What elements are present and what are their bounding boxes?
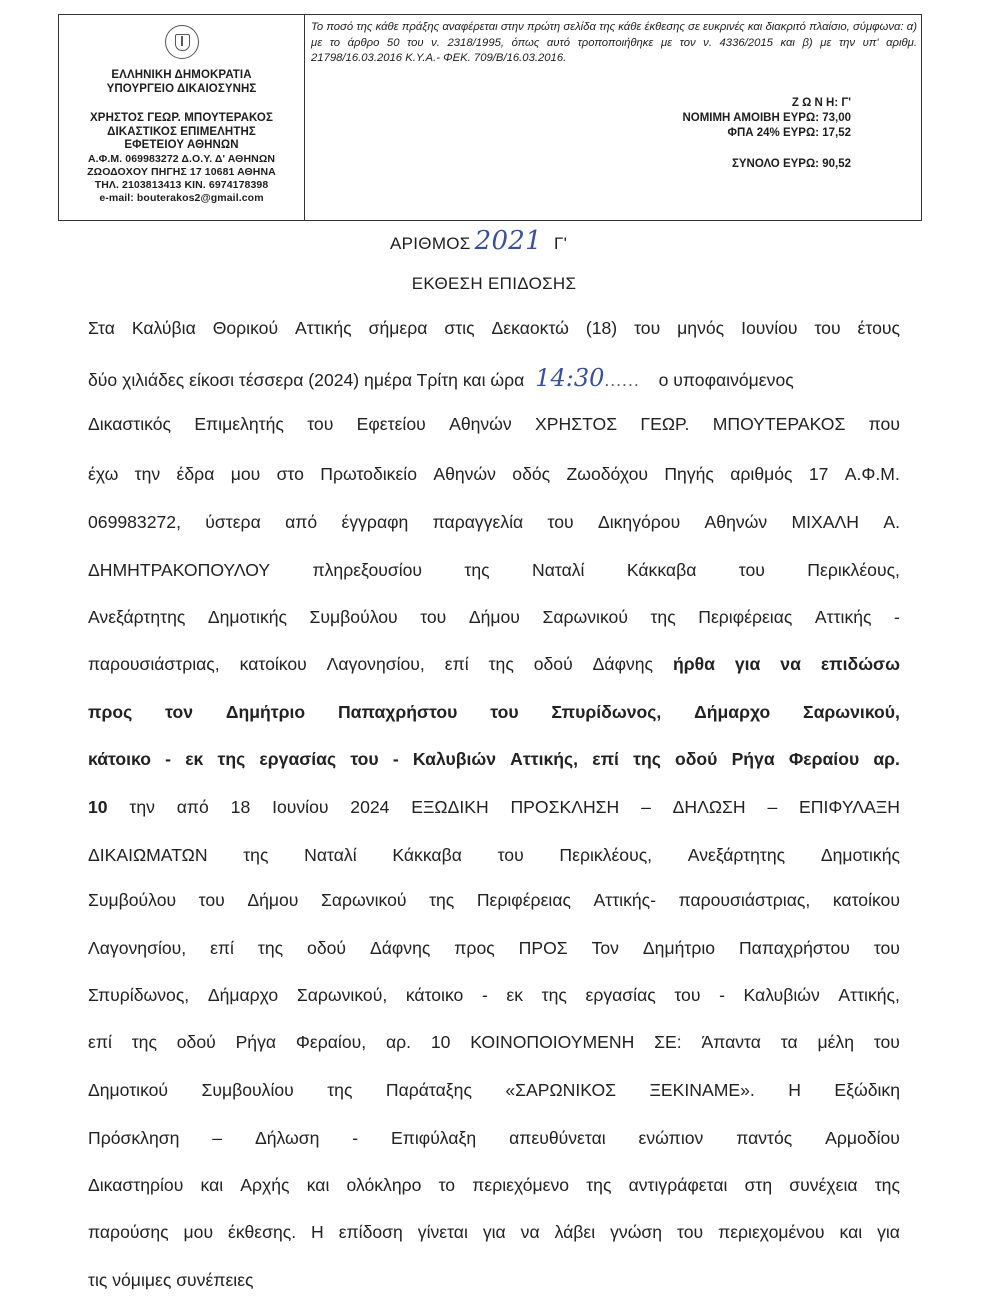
fee-zone: Ζ Ω Ν Η: Γ' (791, 97, 851, 109)
word: μου (230, 464, 261, 484)
word: Ιουνίου (272, 797, 329, 817)
word: γνώση (610, 1222, 663, 1242)
word: Δημοτικού (88, 1080, 169, 1100)
word: Λαγονησίου, (326, 654, 425, 674)
word: ήρθα (672, 654, 715, 674)
word: κατοίκου (239, 654, 307, 674)
word: του (814, 318, 841, 338)
word: την (129, 797, 155, 817)
word: 069983272, (88, 512, 181, 532)
word: της (488, 654, 514, 674)
word: από (176, 797, 209, 817)
word: μηνός (677, 318, 725, 338)
word: ΕΠΙΦΥΛΑΞΗ (799, 797, 900, 817)
word: εκ (506, 985, 524, 1005)
word: παρουσιάστριας, (88, 654, 220, 674)
handwritten-time: 14:30 (535, 364, 605, 392)
word: Στα (88, 318, 115, 338)
word: στις (444, 318, 475, 338)
word: να (520, 1222, 540, 1242)
word: 10 (430, 1032, 451, 1052)
word: αντιγράφεται (628, 1175, 728, 1195)
word: του (420, 607, 447, 627)
word: Κάκκαβα (626, 560, 697, 580)
word: επί (444, 654, 469, 674)
word: (18) (585, 318, 618, 338)
word: Δεκαοκτώ (491, 318, 569, 338)
word: επί (210, 938, 234, 958)
word: κάτοικο (88, 749, 152, 769)
word: ΜΠΟΥΤΕΡΑΚΟΣ (712, 414, 846, 434)
word: Δάφνης (592, 654, 654, 674)
body-line-11 (88, 797, 900, 818)
word: τα (780, 1032, 798, 1052)
body-line-2-text: δύο χιλιάδες είκοσι τέσσερα (2024) ημέρα Τρίτη και ώρα (88, 370, 525, 390)
word: – (641, 797, 651, 817)
word: Τον (591, 938, 619, 958)
word: παρούσης (88, 1222, 169, 1242)
word: ΞΕΚΙΝΑΜΕ». (649, 1080, 755, 1100)
word: συνέχεια (789, 1175, 858, 1195)
word: «ΣΑΡΩΝΙΚΟΣ (505, 1080, 617, 1100)
word: Επιμελητής (194, 414, 284, 434)
word: της (874, 1175, 900, 1195)
word: Ανεξάρτητης (88, 607, 186, 627)
word: ΕΞΩΔΙΚΗ (411, 797, 489, 817)
word: του (307, 414, 334, 434)
word: τον (165, 702, 193, 722)
word: ΚΟΙΝΟΠΟΙΟΥΜΕΝΗ (470, 1032, 635, 1052)
word: - (481, 985, 488, 1005)
word: εκ (185, 749, 204, 769)
body-line-5 (88, 512, 900, 533)
word: του (490, 702, 519, 722)
word: Παπαχρήστου (337, 702, 458, 722)
word: ΔΗΜΗΤΡΑΚΟΠΟΥΛΟΥ (88, 560, 271, 580)
word: Αθηνών (433, 464, 496, 484)
word: Περικλέους, (559, 845, 653, 865)
body-line-17 (88, 1080, 900, 1101)
word: Η (311, 1222, 324, 1242)
body-line-13 (88, 890, 900, 911)
body-line-12 (88, 845, 900, 866)
word: αριθμός (730, 464, 793, 484)
word: της (243, 845, 269, 865)
body-line-2 (88, 364, 900, 392)
ministry-name: ΥΠΟΥΡΓΕΙΟ ΔΙΚΑΙΟΣΥΝΗΣ (106, 82, 257, 95)
word: Φεραίου (788, 749, 860, 769)
word: Καλυβιών (412, 749, 496, 769)
word: - (719, 985, 725, 1005)
word: την (134, 464, 161, 484)
word: και (306, 1175, 330, 1195)
word: Η (788, 1080, 801, 1100)
word: κάτοικο (405, 985, 464, 1005)
word: Παπαχρήστου (738, 938, 850, 958)
word: ολόκληρο (346, 1175, 422, 1195)
word: για (482, 1222, 506, 1242)
word: Αττικής, (510, 749, 579, 769)
word: - (165, 749, 172, 769)
word: του (198, 890, 225, 910)
body-line-20 (88, 1222, 900, 1243)
word: έδρα (176, 464, 215, 484)
word: Σαρωνικού (321, 890, 407, 910)
fee-amount: ΝΟΜΙΜΗ ΑΜΟΙΒΗ ΕΥΡΩ: 73,00 (682, 112, 851, 124)
document-title: ΕΚΘΕΣΗ ΕΠΙΔΟΣΗΣ (411, 274, 577, 293)
word: του (677, 1222, 704, 1242)
word: Δήμου (247, 890, 299, 910)
word: ΔΗΛΩΣΗ (672, 797, 746, 817)
word: Ρήγα (731, 749, 775, 769)
word: Συμβούλου (88, 890, 177, 910)
body-line-21: τις νόμιμες συνέπειες (88, 1270, 254, 1290)
word: Δημοτικής (207, 607, 288, 627)
word: Εξώδικη (834, 1080, 900, 1100)
word: Θορικού (212, 318, 279, 338)
word: της (464, 560, 490, 580)
word: Σαρωνικού, (803, 702, 900, 722)
word: μου (183, 1222, 214, 1242)
word: Επιφύλαξη (391, 1128, 477, 1148)
word: πληρεξουσίου (312, 560, 423, 580)
bailiff-stamp (59, 15, 305, 220)
word: της (217, 749, 246, 769)
word: οδός (512, 464, 551, 484)
word: Καλύβια (131, 318, 196, 338)
body-line-14 (88, 938, 900, 959)
word: Αθηνών (704, 512, 768, 532)
word: οδού (176, 1032, 216, 1052)
word: της (131, 1032, 157, 1052)
word: Αρχής (240, 1175, 290, 1195)
word: Συμβούλου (309, 607, 398, 627)
word: του (873, 938, 900, 958)
word: του (497, 845, 524, 865)
word: Εφετείου (356, 414, 426, 434)
word: λάβει (554, 1222, 596, 1242)
word: στη (744, 1175, 773, 1195)
handwritten-number: 2021 (474, 226, 542, 256)
word: οδού (675, 749, 718, 769)
word: ΠΡΟΣΚΛΗΣΗ (510, 797, 620, 817)
word: για (734, 654, 761, 674)
word: του (873, 1032, 900, 1052)
word: προς (88, 702, 133, 722)
word: επί (88, 1032, 112, 1052)
fee-total: ΣΥΝΟΛΟ ΕΥΡΩ: 90,52 (731, 158, 851, 170)
bailiff-address: ΖΩΟΔΟΧΟΥ ΠΗΓΗΣ 17 10681 ΑΘΗΝΑ (87, 165, 276, 178)
word: εργασίας (585, 985, 656, 1005)
body-line-16 (88, 1032, 900, 1053)
word: Αθηνών (449, 414, 512, 434)
word: περιεχόμενο (472, 1175, 570, 1195)
word: γίνεται (417, 1222, 468, 1242)
word: Α. (883, 512, 900, 532)
word: Συμβουλίου (201, 1080, 294, 1100)
word: Αττικής (814, 607, 872, 627)
word: 17 (808, 464, 829, 484)
word: Αττικής- (593, 890, 657, 910)
document-number (390, 226, 567, 256)
fee-summary (682, 96, 851, 172)
word: Άπαντα (701, 1032, 761, 1052)
word: και (200, 1175, 224, 1195)
word: ύστερα (205, 512, 261, 532)
bailiff-title: ΔΙΚΑΣΤΙΚΟΣ ΕΠΙΜΕΛΗΤΗΣ (107, 125, 256, 138)
word: επίδοση (338, 1222, 403, 1242)
word: ΠΡΟΣ (518, 938, 568, 958)
word: ΔΙΚΑΙΩΜΑΤΩΝ (88, 845, 208, 865)
word: Δημήτριο (642, 938, 716, 958)
body-line-19 (88, 1175, 900, 1196)
word: Πρόσκληση (88, 1128, 180, 1148)
word: να (780, 654, 801, 674)
body-line-15 (88, 985, 900, 1006)
word: της (429, 890, 455, 910)
word: οδού (533, 654, 573, 674)
word: κατοίκου (832, 890, 900, 910)
word: Σπυρίδωνος, (551, 702, 662, 722)
state-name: ΕΛΛΗΝΙΚΗ ΔΗΜΟΚΡΑΤΙΑ (111, 69, 252, 81)
word: - (894, 607, 900, 627)
body-line-18 (88, 1128, 900, 1149)
word: αρ. (385, 1032, 412, 1052)
bailiff-tax-id: Α.Φ.Μ. 069983272 Δ.Ο.Υ. Δ' ΑΘΗΝΩΝ (87, 152, 276, 165)
word: Φεραίου, (295, 1032, 367, 1052)
fee-vat: ΦΠΑ 24% ΕΥΡΩ: 17,52 (727, 127, 851, 139)
word: Πρωτοδικείο (320, 464, 417, 484)
word: Α.Φ.Μ. (844, 464, 900, 484)
word: για (877, 1222, 900, 1242)
word: Ναταλί (532, 560, 585, 580)
word: επιδώσω (820, 654, 900, 674)
hellenic-coat-of-arms-icon (165, 25, 199, 59)
word: Αττικής (295, 318, 352, 338)
body-line-2-end: ο υποφαινόμενος (658, 370, 794, 390)
word: Δήμαρχο (207, 985, 279, 1005)
word: Δήμου (468, 607, 520, 627)
word: - (392, 749, 399, 769)
word: Περικλέους, (807, 560, 900, 580)
word: ΜΙΧΑΛΗ (791, 512, 859, 532)
fee-box (305, 15, 921, 220)
word: Ρήγα (235, 1032, 277, 1052)
word: επί (592, 749, 619, 769)
word: Παράταξης (385, 1080, 472, 1100)
number-label: ΑΡΙΘΜΟΣ (390, 234, 471, 253)
body-line-3 (88, 414, 900, 435)
word: παντός (736, 1128, 793, 1148)
word: Δικαστηρίου (88, 1175, 184, 1195)
word: Περιφέρειας (698, 607, 793, 627)
word: Ναταλί (304, 845, 357, 865)
word: απευθύνεται (509, 1128, 606, 1148)
header-box (58, 14, 922, 221)
word: έκθεσης. (228, 1222, 297, 1242)
word: Δάφνης (369, 938, 431, 958)
word: Αττικής, (838, 985, 900, 1005)
number-zone: Γ' (554, 234, 568, 253)
body-line-8 (88, 654, 900, 675)
word: Περιφέρειας (476, 890, 571, 910)
word: 18 (230, 797, 251, 817)
word: του (634, 318, 661, 338)
word: 2024 (350, 797, 390, 817)
word: έτους (857, 318, 900, 338)
word: ενώπιον (638, 1128, 704, 1148)
word: – (212, 1128, 223, 1148)
word: Ιουνίου (741, 318, 798, 338)
word: της (257, 938, 284, 958)
word: Σαρωνικού (542, 607, 628, 627)
word: της (541, 985, 567, 1005)
bailiff-court: ΕΦΕΤΕΙΟΥ ΑΘΗΝΩΝ (124, 139, 239, 151)
word: του (547, 512, 574, 532)
word: ΣΕ: (654, 1032, 682, 1052)
word: παραγγελία (432, 512, 524, 532)
word: Δικηγόρου (597, 512, 681, 532)
word: εργασίας (259, 749, 337, 769)
word: από (285, 512, 318, 532)
bailiff-phone: ΤΗΛ. 2103813413 ΚΙΝ. 6974178398 (94, 178, 269, 191)
body-line-9 (88, 702, 900, 723)
word: στο (276, 464, 304, 484)
word: Δικαστικός (88, 414, 171, 434)
word: Σπυρίδωνος, (88, 985, 190, 1005)
word: Πηγής (664, 464, 714, 484)
word: Δημήτριο (225, 702, 306, 722)
word: της (633, 749, 661, 769)
word: - (352, 1128, 359, 1148)
word: παρουσιάστριας, (678, 890, 811, 910)
word: της (327, 1080, 353, 1100)
word: Καλυβιών (743, 985, 820, 1005)
time-dots: ...... (604, 370, 640, 390)
word: που (868, 414, 900, 434)
word: της (586, 1175, 612, 1195)
word: του (350, 749, 379, 769)
word: σήμερα (368, 318, 428, 338)
body-line-10 (88, 749, 900, 770)
word: Κάκκαβα (392, 845, 462, 865)
body-line-6 (88, 560, 900, 581)
word: του (674, 985, 701, 1005)
word: Δήμαρχο (694, 702, 771, 722)
body-line-4 (88, 464, 900, 485)
word: ΓΕΩΡ. (640, 414, 690, 434)
word: του (738, 560, 765, 580)
word: ΧΡΗΣΤΟΣ (535, 414, 618, 434)
fee-legal-notice: Το ποσό της κάθε πράξης αναφέρεται στην πρώτη σελίδα της κάθε έκθεσης σε ευκρινές και διακριτό πλαίσιο, σύμφωνα: α) με το άρθρο 50 του ν. 2318/1995, όπως αυτό τροποποιήθηκε με τον ν. 4336/2015 και β) με την υπ' αριθμ. 21798/16.03.2016 Κ.Υ.Α.- ΦΕΚ. 709/Β/16.03.2016. (311, 21, 917, 64)
word: αρ. (873, 749, 900, 769)
word: – (767, 797, 778, 817)
word: Δημοτικής (820, 845, 900, 865)
word: οδού (307, 938, 347, 958)
word: και (839, 1222, 863, 1242)
word: προς (454, 938, 495, 958)
word: έχω (88, 464, 119, 484)
body-line-11-bold: 10 (88, 797, 108, 817)
word: έγγραφη (341, 512, 409, 532)
word: της (650, 607, 676, 627)
word: Ζωοδόχου (566, 464, 649, 484)
word: το (438, 1175, 456, 1195)
word: Λαγονησίου, (88, 938, 187, 958)
word: Ανεξάρτητης (687, 845, 786, 865)
word: Αρμοδίου (825, 1128, 900, 1148)
bailiff-email: e-mail: bouterakos2@gmail.com (99, 191, 264, 204)
word: Δήλωση (254, 1128, 320, 1148)
word: μέλη (817, 1032, 854, 1052)
body-line-1 (88, 318, 900, 339)
body-line-7 (88, 607, 900, 628)
word: Σαρωνικού, (296, 985, 388, 1005)
bailiff-name: ΧΡΗΣΤΟΣ ΓΕΩΡ. ΜΠΟΥΤΕΡΑΚΟΣ (90, 112, 273, 124)
word: περιεχομένου (718, 1222, 825, 1242)
